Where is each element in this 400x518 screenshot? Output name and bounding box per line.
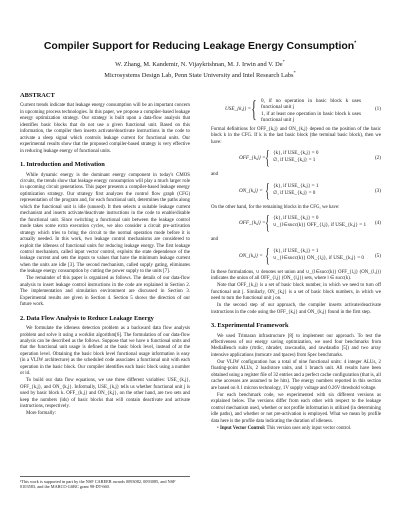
section-2-paragraph-3: More formally: bbox=[26, 411, 57, 417]
section-1-paragraph-2: The remainder of this paper is organized as follows. The details of our data-flow analysis to insert leakage control instructions in the code are explained in Section 2. The implementation and simulation environment are discussed in Section 3. Experimental results are given in Section 4. Section 5 shows the direction of our future work. bbox=[20, 276, 190, 308]
left-column bbox=[20, 93, 190, 418]
section-3-paragraph-3: For each benchmark code, we experimented with six different versions as explained below. The versions differ from each other with respect to the leakage control mechanism used, whether or not profile information is utilized (in determining idle paths), and whether or not pre-activation is employed. What we mean by profile data here is the profile data indicating the duration of idleness. bbox=[211, 392, 381, 424]
equation-1-cases: 0, if no operation in basic block k uses functional unit j 1, if at least one operation in basic block k uses functional unit j bbox=[261, 98, 361, 124]
equation-1-brace: { bbox=[251, 97, 257, 123]
equation-5-brace: { bbox=[265, 244, 270, 267]
abstract-heading: ABSTRACT bbox=[20, 92, 55, 99]
equation-1 bbox=[211, 96, 381, 124]
and-label-2: and bbox=[211, 237, 219, 243]
equation-1-number: (1) bbox=[374, 106, 381, 112]
paper-title: Compiler Support for Reducing Leakage Energy Consumption* bbox=[43, 40, 357, 52]
bullet-marker: • bbox=[217, 425, 220, 431]
author-block bbox=[0, 58, 400, 79]
equation-2: OFF_{k,j} = { {k}, if USE_{k,j} = 0 ∅, if USE_{k,j} = 1 (2) bbox=[239, 147, 381, 170]
equation-2-brace: { bbox=[265, 147, 270, 170]
bullet-text: This version uses only input vector control. bbox=[265, 425, 352, 431]
footnote: ¹This work is supported in part by the NSF CAREER awards 0093082, 0093085, and NSF 0103583, and the MARCO GSRC grant 98-DT-660. bbox=[20, 476, 190, 490]
equation-4-brace: { bbox=[265, 212, 270, 235]
remaining-blocks-paragraph: On the other hand, for the remaining blocks in the CFG, we have: bbox=[211, 204, 340, 210]
abstract-text: Current trends indicate that leakage energy consumption will be an important concern in upcoming process technologies. In this paper, we propose a compiler-based leakage energy optimization strategy. Our strategy is built upon a data-flow analysis that identifies basic blocks that do not use a given functional unit. Based on this information, the compiler then inserts activate/deactivate instructions in the code to activate a sleep signal which controls leakage current for functional units. Our experimental results show that the proposed compiler-based strategy is very effective in reducing leakage energy of functional units. bbox=[20, 103, 190, 154]
equation-5: ON_{k,j} = { {k}, if USE_{k,j} = 1 ∪_{l∈succ(k)} ON_{l,j}, if USE_{k,j} = 0 (5) bbox=[239, 244, 381, 267]
bullet-item bbox=[211, 426, 381, 432]
section-3-paragraph-2: Our VLIW configuration has a total of nine functional units: 4 integer ALUs, 2 floating-point ALUs, 2 load/store units, and 1 branch unit. All results have been obtained using a register file of 32 entries and a perfect cache configuration (that is, all cache accesses are assumed to be hits). The energy numbers reported in this section are based on 0.1 micron technology, 1V supply voltage and 0.26V threshold voltage. bbox=[211, 359, 381, 391]
equation-3-brace: { bbox=[265, 179, 270, 202]
second-step-paragraph: In the second step of our approach, the compiler inserts activate/deactivate instructions in the code using the OFF_{k,j} and ON_{k,j} found in the first step. bbox=[211, 303, 381, 315]
section-2-paragraph-2: To build our data flow equations, we use three different variables: USE_{k,j}, OFF_{k,j}, and ON_{k,j}. Informally, USE_{k,j} tells us whether functional unit j is used by basic block k. OFF_{k,j} and ON_{k,j}, on the other hand, are two sets and keep the numbers (ids) of basic blocks that will contain deactivate and activate instructions, respectively. bbox=[20, 378, 190, 410]
section-3-heading: 3. Experimental Framework bbox=[211, 322, 289, 330]
title-footnote-mark: * bbox=[354, 40, 357, 47]
equation-1-lhs: USE_{k,j} = bbox=[225, 106, 252, 112]
formal-definitions-paragraph: Formal definitions for OFF_{k,j} and ON_{k,j} depend on the position of the basic block k in the CFG. If k is the last basic block (the terminal basic block), then we have: bbox=[211, 127, 381, 145]
bullet-term: Input Vector Control: bbox=[219, 425, 266, 431]
equation-4: OFF_{k,j} = { {k}, if USE_{k,j} = 0 ∪_{l∈succ(k)} OFF_{l,j}, if USE_{k,j} = 1 (4) bbox=[239, 212, 381, 235]
equation-3: ON_{k,j} = { {k}, if USE_{k,j} = 1 ∅, if USE_{k,j} = 0 (3) bbox=[239, 179, 381, 202]
section-2-paragraph-1: We formulate the idleness detection problem as a backward data flow analysis problem and solve it using a worklist algorithm[6]. The formulation of our data-flow analysis can be described as the follows. Suppose that we have n functional units and that the functional unit usage is defined at the basic block level, instead of at the operation level. Obtaining the basic block level functional usage information is easy (in a VLIW architecture) as the scheduled code associates a functional unit with each operation in the basic block. Our compiler identifies each basic block using a number or id. bbox=[20, 326, 190, 377]
section-1-heading: 1. Introduction and Motivation bbox=[20, 161, 105, 169]
note-paragraph: Note that OFF_{k,j} is a set of basic block number, in which we need to turn off functional unit j. Similarly, ON_{k,j} is a set of basic block numbers, in which we need to turn the functional unit j on. bbox=[211, 283, 381, 302]
right-column bbox=[211, 93, 381, 432]
section-2-heading: 2. Data Flow Analysis to Reduce Leakage Energy bbox=[20, 314, 154, 322]
author-list: W. Zhang, M. Kandemir, N. Vijaykrishnan, M. J. Irwin and V. De* bbox=[115, 59, 285, 69]
formulations-paragraph: In these formulations, ∪ denotes set union and ∪_{l∈succ(k)} OFF_{l,j} (ON_{l,j}) indicates the union of all OFF_{l,j} (ON_{l,j}) sets, where l ∈ succ(k). bbox=[211, 269, 381, 282]
affiliation: Microsystems Design Lab, Penn State University and Intel Research Labs* bbox=[104, 69, 296, 79]
and-label-1: and bbox=[211, 172, 219, 178]
section-3-paragraph-1: We used Trimaran infrastructure [8] to implement our approach. To test the effectiveness of our energy saving optimization, we used four benchmarks from MediaBench suite (rtrdic, nbrader, rawcaudio, and rawdaudio [5]) and two array intensive applications (tomcatv and tpaces) from Spec benchmarks. bbox=[211, 333, 381, 358]
section-1-paragraph-1: While dynamic energy is the dominant energy component in today's CMOS circuits, the trends show that leakage energy consumption will play a much larger role in upcoming circuit generations. This paper presents a compiler-based leakage energy optimization strategy. Our strategy first analyzes the control flow graph (CFG) representation of the program and, for each functional unit, determines the paths along which the functional unit is idle (unused). It then selects a suitable leakage current mechanism and inserts activate/deactivate instructions in the code to enable/disable the functional unit. Since switching a functional unit between the leakage control mode takes some extra execution cycles, we also consider a circuit pre-activation strategy which tries to bring the circuit to the normal operation mode before it is actually needed. In this work, two leakage control mechanisms are considered to exploit the idleness of functional units for reducing leakage energy. The first leakage control mechanism, called input vector control, exploits the state dependence of the leakage current and sets the inputs to values that have the minimum leakage current when the units are idle [3]. The second mechanism, called supply gating, eliminates the leakage energy consumption by cutting the power supply to the units [7]. bbox=[20, 172, 190, 275]
